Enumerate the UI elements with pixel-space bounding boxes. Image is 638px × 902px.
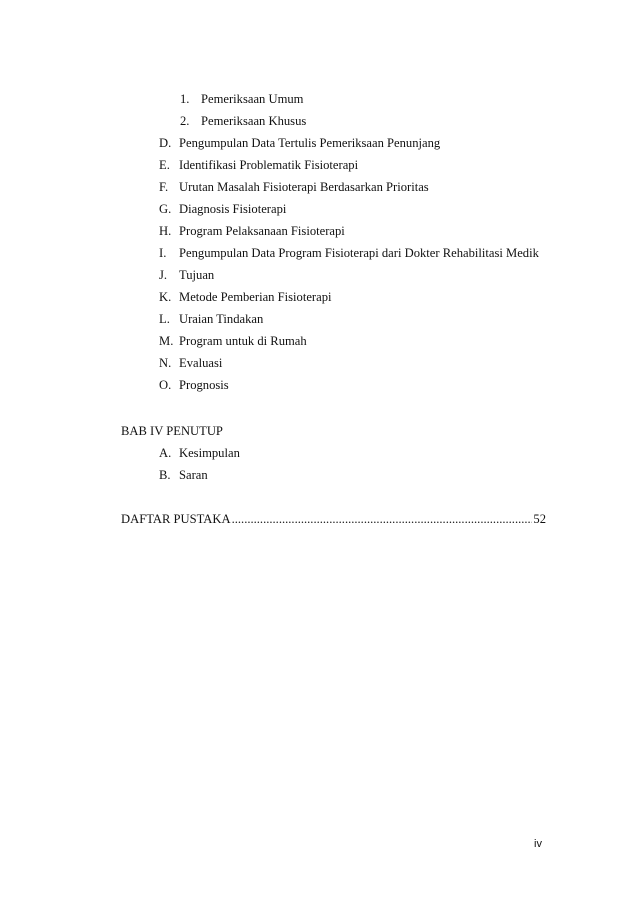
toc-item-letter: A. xyxy=(159,446,172,460)
toc-item-j xyxy=(159,267,579,283)
toc-item-k xyxy=(159,289,579,305)
toc-item-letter: B. xyxy=(159,468,171,482)
toc-item-l xyxy=(159,311,579,327)
toc-item-f xyxy=(159,179,579,195)
toc-item-letter: K. xyxy=(159,290,172,304)
toc-leader-dots xyxy=(232,511,533,527)
toc-item-letter: M. xyxy=(159,334,174,348)
toc-item-h xyxy=(159,223,579,239)
toc-item-i xyxy=(159,245,579,261)
toc-item-text: Metode Pemberian Fisioterapi xyxy=(179,290,332,304)
toc-item-text: Program untuk di Rumah xyxy=(179,334,307,348)
toc-item-letter: E. xyxy=(159,158,170,172)
toc-item-n xyxy=(159,355,579,371)
toc-item-letter: F. xyxy=(159,180,169,194)
toc-item-kesimpulan xyxy=(159,445,459,461)
toc-entry-label: DAFTAR PUSTAKA xyxy=(121,512,231,526)
toc-item-text: Prognosis xyxy=(179,378,229,392)
toc-chapter-title: BAB IV PENUTUP xyxy=(121,424,223,438)
toc-item-letter: D. xyxy=(159,136,172,150)
toc-item-letter: H. xyxy=(159,224,172,238)
toc-entry-daftar-pustaka xyxy=(121,511,546,527)
toc-item-d xyxy=(159,135,579,151)
toc-item-text: Identifikasi Problematik Fisioterapi xyxy=(179,158,359,172)
toc-item-letter: N. xyxy=(159,356,172,370)
toc-item-g xyxy=(159,201,579,217)
toc-entry-page: 52 xyxy=(533,512,546,526)
toc-item-text: Diagnosis Fisioterapi xyxy=(179,202,287,216)
toc-item-letter: L. xyxy=(159,312,170,326)
toc-subitem-number: 1. xyxy=(180,92,190,106)
page-number: iv xyxy=(534,838,542,850)
toc-item-saran xyxy=(159,467,459,483)
toc-item-m xyxy=(159,333,579,349)
toc-item-text: Pengumpulan Data Tertulis Pemeriksaan Penunjang xyxy=(179,136,441,150)
toc-item-text: Evaluasi xyxy=(179,356,223,370)
toc-subitem-1 xyxy=(180,91,500,107)
toc-item-text: Pengumpulan Data Program Fisioterapi dari Dokter Rehabilitasi Medik xyxy=(179,246,539,260)
toc-item-text: Kesimpulan xyxy=(179,446,240,460)
toc-item-o xyxy=(159,377,579,393)
toc-item-letter: O. xyxy=(159,378,172,392)
toc-item-text: Saran xyxy=(179,468,208,482)
toc-subitem-number: 2. xyxy=(180,114,190,128)
toc-item-text: Uraian Tindakan xyxy=(179,312,264,326)
toc-item-letter: J. xyxy=(159,268,168,282)
toc-item-e xyxy=(159,157,579,173)
toc-item-text: Urutan Masalah Fisioterapi Berdasarkan Prioritas xyxy=(179,180,429,194)
toc-item-text: Tujuan xyxy=(179,268,215,282)
toc-item-letter: G. xyxy=(159,202,172,216)
toc-subitem-text: Pemeriksaan Umum xyxy=(201,92,304,106)
toc-item-letter: I. xyxy=(159,246,167,260)
toc-subitem-text: Pemeriksaan Khusus xyxy=(201,114,307,128)
toc-subitem-2 xyxy=(180,113,500,129)
toc-item-text: Program Pelaksanaan Fisioterapi xyxy=(179,224,345,238)
